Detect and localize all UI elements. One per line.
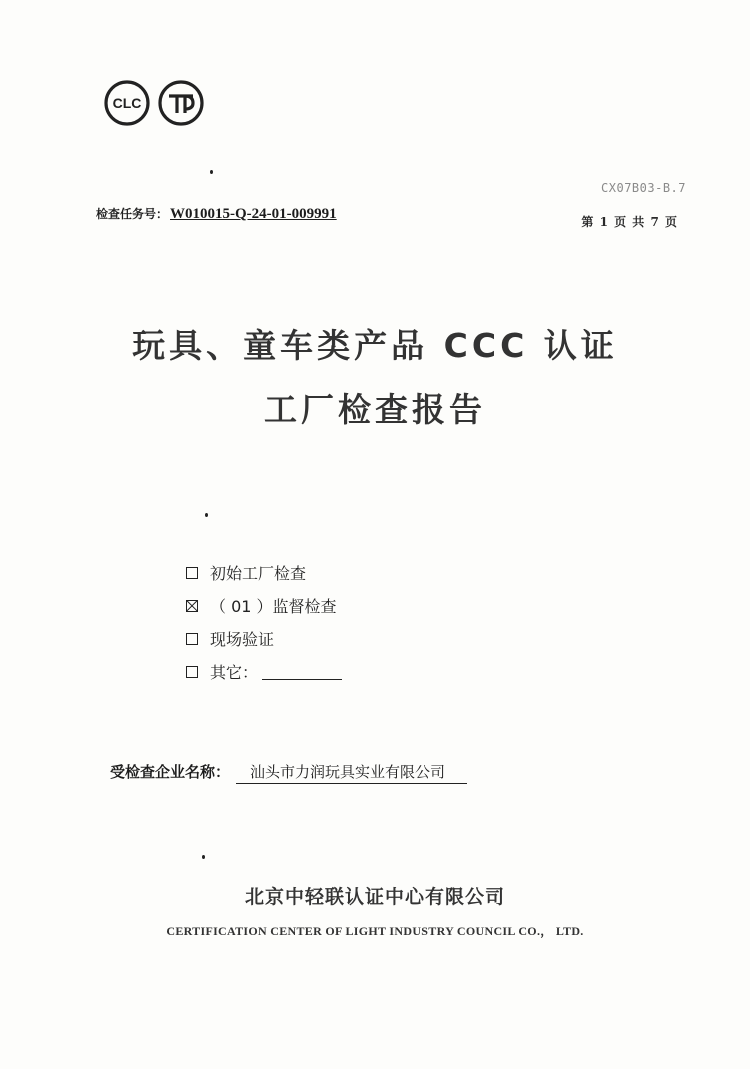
logo-group (103, 79, 205, 127)
task-number-row (96, 205, 337, 223)
form-code: CX07B03-B.7 (601, 181, 686, 195)
option-other (186, 655, 342, 688)
scan-speck (205, 513, 208, 517)
option-onsite-verification (186, 622, 342, 655)
report-title-line-1: 玩具、童车类产品 CCC 认证 (132, 326, 618, 365)
issuer-name-en: CERTIFICATION CENTER OF LIGHT INDUSTRY COUNCIL CO.， LTD. (166, 924, 584, 938)
company-name: 汕头市力润玩具实业有限公司 (236, 761, 467, 784)
option-surveillance-inspection (186, 589, 342, 622)
option-label: （ 01 ）监督检查 (210, 597, 337, 616)
other-blank-line (262, 663, 342, 680)
report-title-line-2: 工厂检查报告 (264, 390, 486, 429)
option-label: 初始工厂检查 (210, 564, 307, 583)
surveillance-inspection-checkbox (186, 600, 198, 612)
tp-logo-icon (157, 79, 205, 127)
option-label: 其它： (210, 663, 259, 682)
page-info: 第 1 页 共 7 页 (581, 215, 678, 229)
initial-inspection-checkbox (186, 567, 198, 579)
inspection-type-list (186, 556, 342, 688)
scan-speck (210, 170, 213, 174)
scan-speck (202, 855, 205, 859)
company-row (110, 761, 467, 784)
issuer-name-cn: 北京中轻联认证中心有限公司 (244, 886, 505, 908)
option-label: 现场验证 (210, 630, 275, 649)
task-number-label: 检查任务号： (96, 207, 169, 221)
other-checkbox (186, 666, 198, 678)
option-initial-inspection (186, 556, 342, 589)
company-label: 受检查企业名称： (110, 763, 231, 781)
clc-logo-icon (103, 79, 151, 127)
onsite-verification-checkbox (186, 633, 198, 645)
clc-logo-text: CLC (112, 95, 142, 111)
task-number: W010015-Q-24-01-009991 (170, 206, 337, 222)
